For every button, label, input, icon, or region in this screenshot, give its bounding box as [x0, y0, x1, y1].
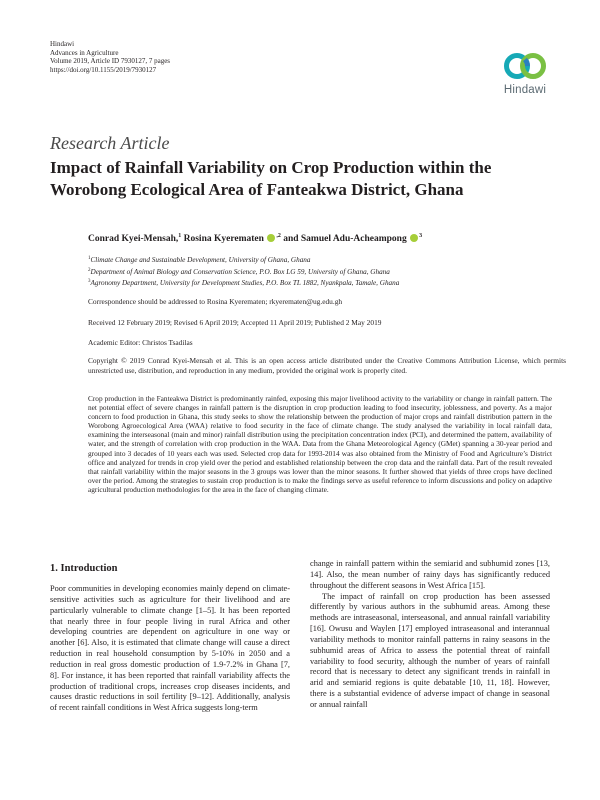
author-affiliation-mark: 1 — [178, 233, 182, 239]
author-affiliation-mark: 3 — [419, 233, 423, 239]
correspondence-note: Correspondence should be addressed to Rosina Kyerematen; rkyerematen@ug.edu.gh — [88, 297, 343, 306]
body-paragraph: The impact of rainfall on crop production has been assessed differently by various authors in the subhumid areas. Among these methods are intraseasonal, interseasonal, and annual rainfall variability [16]. Owusu and Waylen [17] employed intraseasonal and interannual variability methods to monitor rainfall patterns in rainy seasons in the subhumid areas of Africa to assess the potential threat of rainfall variability to food security, although the number of years of rainfall record that is necessary to detect any significant trends in rainfall in arid and semiarid regions is quite debatable [10, 11, 18]. However, there is a substantial evidence of adverse impact of change in seasonal or annual rainfall — [310, 591, 550, 709]
article-type: Research Article — [50, 133, 170, 153]
affiliation-list — [88, 254, 568, 289]
author-name: Conrad Kyei-Mensah, — [88, 234, 179, 244]
affiliation-item: $^2$Department of Animal Biology and Conservation Science, P.O. Box LG 59, University of Ghana, Ghana — [88, 267, 390, 276]
body-paragraph: Poor communities in developing economies mainly depend on climate-sensitive activities such as agriculture for their livelihood and are particularly vulnerable to climate change [1–5]. It has been reported that nearly three in four people living in rural Africa and other developing countries are dependent on agriculture in one way or another [6]. Also, it is estimated that climate change will cause a direct reduction in real household consumption by 5-10% in 2050 and a reduction in real gross domestic production of 1.9-7.2% in Ghana [7, 8]. For instance, it has been reported that rainfall variability affects the production of traditional crops, increases crop diseases incidents, and causes drastic reductions in soil fertility [9–12]. Additionally, analysis of recent rainfall conditions in West Africa suggests long-term — [50, 584, 290, 713]
body-column-right — [310, 559, 550, 711]
journal-info — [50, 40, 170, 75]
author-name: and Samuel Adu-Acheampong — [283, 234, 407, 244]
article-title: Impact of Rainfall Variability on Crop Production within the Worobong Ecological Area of Fanteakwa District, Ghana — [50, 158, 492, 199]
affiliation-item: $^3$Agronomy Department, University for Development Studies, P.O. Box TL 1882, Nyankpala, Tamale, Ghana — [88, 279, 400, 287]
affiliation-item: $^1$Climate Change and Sustainable Development, University of Ghana, Ghana — [88, 256, 311, 264]
publisher-name: Hindawi — [50, 40, 75, 48]
author-affiliation-mark: ,2 — [276, 233, 281, 239]
abstract: Crop production in the Fanteakwa District is predominantly rainfed, exposing this major livelihood activity to the variability or change in rainfall pattern. The net potential effect of severe changes in rainfall pattern is the disruption in crop production leading to food insecurity, joblessness, and poverty. As a major concern to food production in Ghana, this study seeks to show the relationship between the production of major crops and rainfall distribution pattern in the Worobong Agroecological Area (WAA) relative to food security in the face of climate change. The study analysed the variability in local rainfall data, examining the interseasonal (main and minor) rainfall distribution using the precipitation concentration index (PCI), and determined the pattern, availability of water, and the strength of correlation with crop production in the WAA. Data from the Ghana Meteorological Agency (GMet) spanning a 30-year period and grouped into 3 decades of 10 years each was used. Selected crop data for 1993-2014 was also obtained from the Ministry of Food and Agriculture’s District office and analyzed for trends in crop yield over the period and established relationship between the crop data and the rainfall data. Part of the result revealed that rainfall variability within the major seasons in the 3 groups was lower than the minor seasons. It further showed that yields of three crops have declined over the period. Among the strategies to sustain crop production is to make the findings serve as useful reference to inform discussions and policy on adaptive agricultural production methodologies for the area in the face of changing climate. — [88, 394, 552, 494]
orcid-icon[interactable] — [267, 234, 275, 242]
academic-editor: Academic Editor: Christos Tsadilas — [88, 338, 193, 347]
body-column-left — [50, 584, 290, 714]
volume-info: Volume 2019, Article ID 7930127, 7 pages — [50, 57, 171, 66]
doi-link[interactable]: https://doi.org/10.1155/2019/7930127 — [50, 66, 157, 75]
body-paragraph: change in rainfall pattern within the semiarid and subhumid zones [13, 14]. Also, the mean number of rainy days has significantly reduced throughout the different seasons in West Africa [15]. — [310, 559, 550, 590]
hindawi-logo-icon — [504, 50, 546, 82]
logo-text: Hindawi — [503, 84, 547, 96]
copyright-notice: Copyright © 2019 Conrad Kyei-Mensah et al. This is an open access article distributed under the Creative Commons Attribution License, which permits unrestricted use, distribution, and reproduction in any medium, provided the original work is properly cited. — [88, 356, 566, 375]
hindawi-logo — [496, 50, 554, 96]
author-list — [88, 233, 422, 244]
journal-name: Advances in Agriculture — [50, 48, 119, 57]
section-heading: 1. Introduction — [50, 563, 118, 574]
publication-dates: Received 12 February 2019; Revised 6 April 2019; Accepted 11 April 2019; Published 2 May 2019 — [88, 318, 382, 327]
orcid-icon[interactable] — [410, 234, 418, 242]
author-name: Rosina Kyerematen — [183, 234, 264, 244]
